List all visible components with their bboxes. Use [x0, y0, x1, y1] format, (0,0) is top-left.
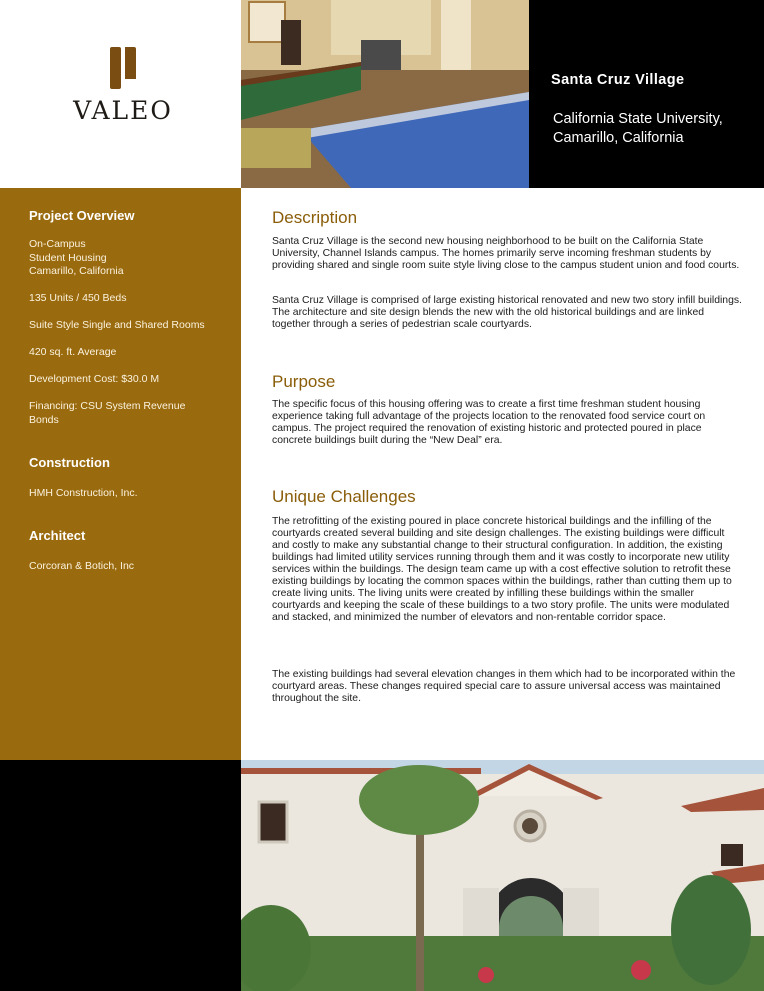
valeo-logo-icon	[108, 44, 138, 92]
purpose-heading: Purpose	[272, 372, 336, 391]
overview-item: Development Cost: $30.0 M	[29, 373, 160, 385]
construction-heading: Construction	[29, 455, 110, 470]
overview-item: Suite Style Single and Shared Rooms	[29, 319, 205, 331]
footer-black-block	[0, 760, 241, 991]
logo-area	[0, 0, 241, 188]
project-location: California State University, Camarillo, California	[553, 111, 723, 146]
description-paragraph: Santa Cruz Village is comprised of large existing historical renovated and new two story infill buildings. The architecture and site design blends the new with the old historical buildings and are linked together through a series of pedestrian scale courtyards.	[272, 295, 742, 330]
construction-value: HMH Construction, Inc.	[29, 487, 138, 499]
purpose-paragraph: The specific focus of this housing offering was to create a first time freshman student housing experience taking full advantage of the projects location to the renovated food service court on campus. The project required the renovation of existing historic and protected poured in place concrete buildings built during the “New Deal” era.	[272, 399, 706, 446]
overview-heading: Project Overview	[29, 208, 135, 223]
title-panel	[529, 0, 764, 188]
lounge-photo	[241, 0, 529, 188]
building-photo	[241, 760, 764, 991]
challenges-paragraph: The existing buildings had several elevation changes in them which had to be incorporated within the courtyard areas. These changes required special care to assure universal access was maintained throughout the site.	[272, 669, 736, 704]
challenges-heading: Unique Challenges	[272, 487, 416, 506]
overview-item: On-Campus Student Housing Camarillo, California	[29, 238, 124, 277]
project-name: Santa Cruz Village	[551, 72, 685, 88]
architect-heading: Architect	[29, 528, 86, 543]
description-heading: Description	[272, 208, 358, 227]
logo-wordmark: VALEO	[73, 96, 173, 125]
overview-item: 135 Units / 450 Beds	[29, 292, 127, 304]
description-paragraph: Santa Cruz Village is the second new housing neighborhood to be built on the California State University, Channel Islands campus. The homes primarily serve incoming freshman students by providing shared and single room suite style living close to the campus student union and food courts.	[272, 236, 740, 271]
architect-value: Corcoran & Botich, Inc	[29, 560, 135, 572]
overview-item: 420 sq. ft. Average	[29, 346, 117, 358]
sidebar	[0, 188, 241, 760]
overview-item: Financing: CSU System Revenue Bonds	[29, 400, 186, 426]
challenges-paragraph: The retrofitting of the existing poured in place concrete historical buildings and the infilling of the courtyards created several building and site design challenges. The existing buildings were difficult and costly to make any substantial change to their structural configuration. In addition, the existing buildings had limited utility services running through them and it was costly to incorporate new utility services within the buildings. The design team came up with a cost effective solution to retrofit these existing buildings by locating the common spaces within the buildings, rather than cutting them up to create living units. The living units were created by infilling these buildings within the smaller courtyards and keeping the scale of these buildings to a two story profile. The units were modulated and stacked, and minimized the number of elevators and non-rentable corridor space.	[272, 516, 732, 623]
